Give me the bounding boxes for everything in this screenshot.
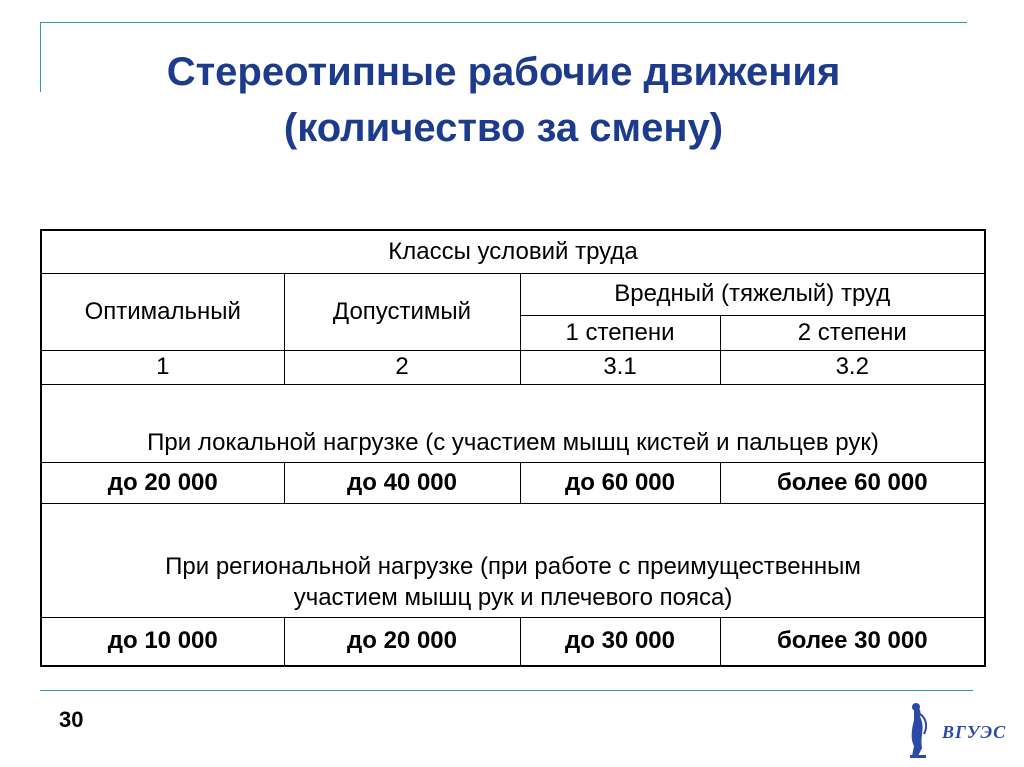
working-conditions-table — [40, 229, 986, 667]
local-value: до 40 000 — [284, 462, 520, 503]
classes-header: Классы условий труда — [41, 230, 985, 273]
class-code: 2 — [284, 350, 520, 384]
degree-1-header: 1 степени — [520, 315, 720, 350]
table-row — [41, 230, 985, 273]
top-divider — [40, 22, 967, 23]
regional-value: до 30 000 — [520, 617, 720, 666]
class-code: 3.2 — [720, 350, 985, 384]
bottom-divider — [40, 690, 973, 691]
local-value: до 60 000 — [520, 462, 720, 503]
regional-value: более 30 000 — [720, 617, 985, 666]
page-number: 30 — [59, 707, 84, 732]
class-code: 1 — [41, 350, 284, 384]
table-row — [41, 384, 985, 462]
acceptable-header: Допустимый — [284, 273, 520, 350]
class-code: 3.1 — [520, 350, 720, 384]
regional-label-line-1: При региональной нагрузке (при работе с преимущественным — [165, 552, 861, 580]
local-value: более 60 000 — [720, 462, 985, 503]
table-row — [41, 350, 985, 384]
harmful-header: Вредный (тяжелый) труд — [520, 273, 985, 315]
table-row — [41, 462, 985, 503]
local-value: до 20 000 — [41, 462, 284, 503]
degree-2-header: 2 степени — [720, 315, 985, 350]
logo-text: ВГУЭС — [942, 722, 1007, 742]
regional-value: до 20 000 — [284, 617, 520, 666]
page-title — [40, 44, 967, 156]
local-load-label: При локальной нагрузке (с участием мышц кистей и пальцев рук) — [41, 384, 985, 462]
table-row — [41, 503, 985, 617]
regional-value: до 10 000 — [41, 617, 284, 666]
regional-label-line-2: участием мышц рук и плечевого пояса) — [293, 583, 733, 611]
regional-load-label — [41, 503, 985, 617]
table-row — [41, 617, 985, 666]
title-line-2: (количество за смену) — [283, 106, 724, 150]
optimal-header: Оптимальный — [41, 273, 284, 350]
table-row — [41, 273, 985, 315]
title-line-1: Стереотипные рабочие движения — [166, 50, 841, 94]
